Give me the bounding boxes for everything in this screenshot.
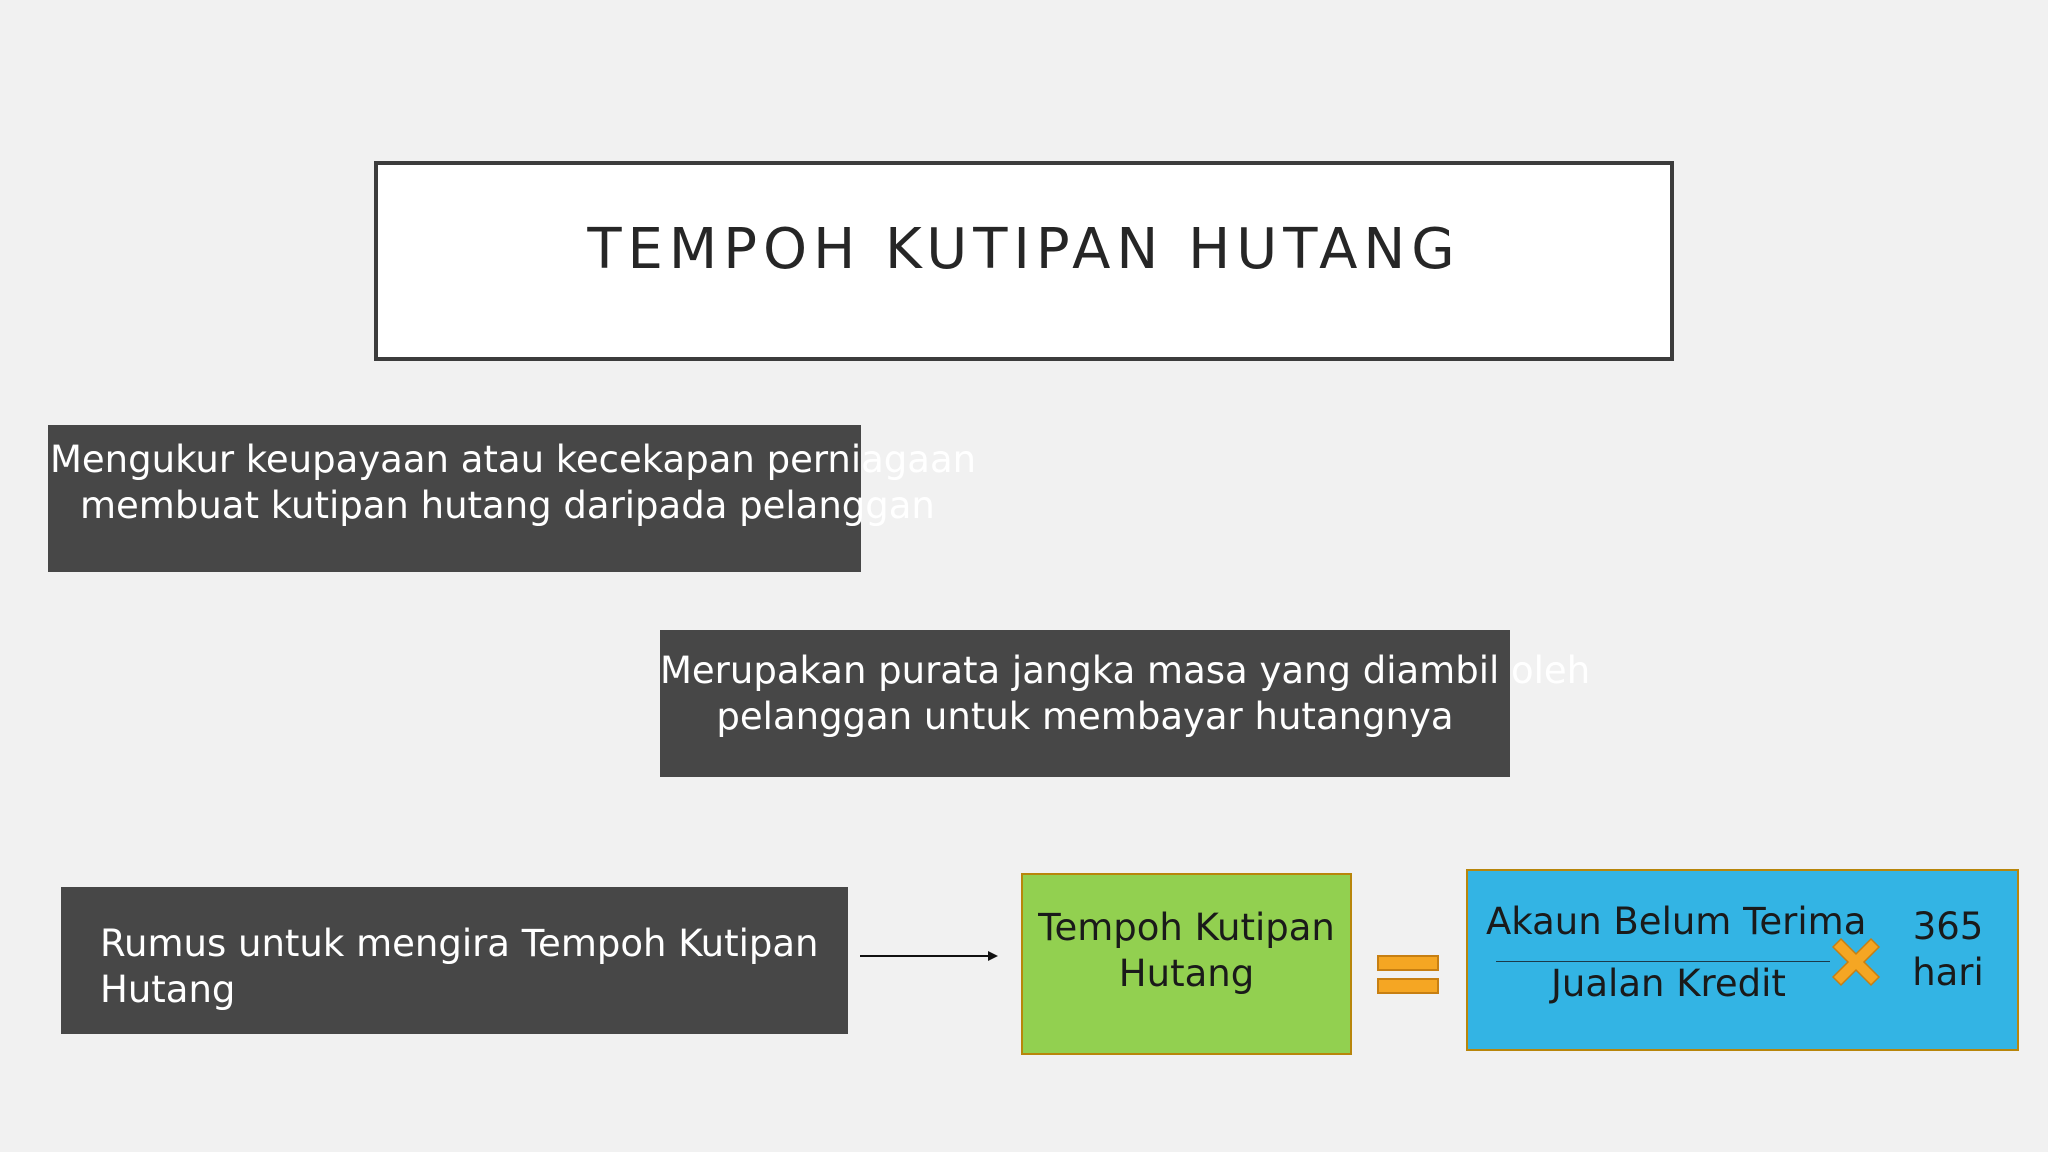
formula-label-box (61, 887, 848, 1034)
days-label (1908, 904, 1988, 996)
meaning-line-2: pelanggan untuk membayar hutangnya (716, 695, 1454, 738)
ratio-box (1466, 869, 2019, 1051)
multiply-icon (1831, 937, 1881, 991)
days-unit: hari (1912, 951, 1984, 994)
days-number: 365 (1912, 905, 1984, 948)
formula-label: Rumus untuk mengira Tempoh Kutipan Hutang (100, 922, 819, 1011)
definition-box (48, 425, 977, 572)
denominator-label: Jualan Kredit (1551, 962, 1786, 1005)
meaning-box (660, 630, 1591, 777)
definition-line-2: membuat kutipan hutang daripada pelanggan (80, 484, 935, 527)
result-box (1021, 873, 1352, 1055)
meaning-line-1: Merupakan purata jangka masa yang diambil oleh (660, 649, 1591, 692)
result-label: Tempoh Kutipan Hutang (1038, 906, 1335, 995)
title-box (374, 161, 1674, 361)
definition-line-1: Mengukur keupayaan atau kecekapan perniagaan (50, 438, 977, 481)
page-title: TEMPOH KUTIPAN HUTANG (587, 217, 1461, 282)
numerator-label: Akaun Belum Terima (1486, 900, 1867, 943)
arrow-right-icon (860, 948, 1000, 968)
equals-icon (1377, 955, 1439, 999)
